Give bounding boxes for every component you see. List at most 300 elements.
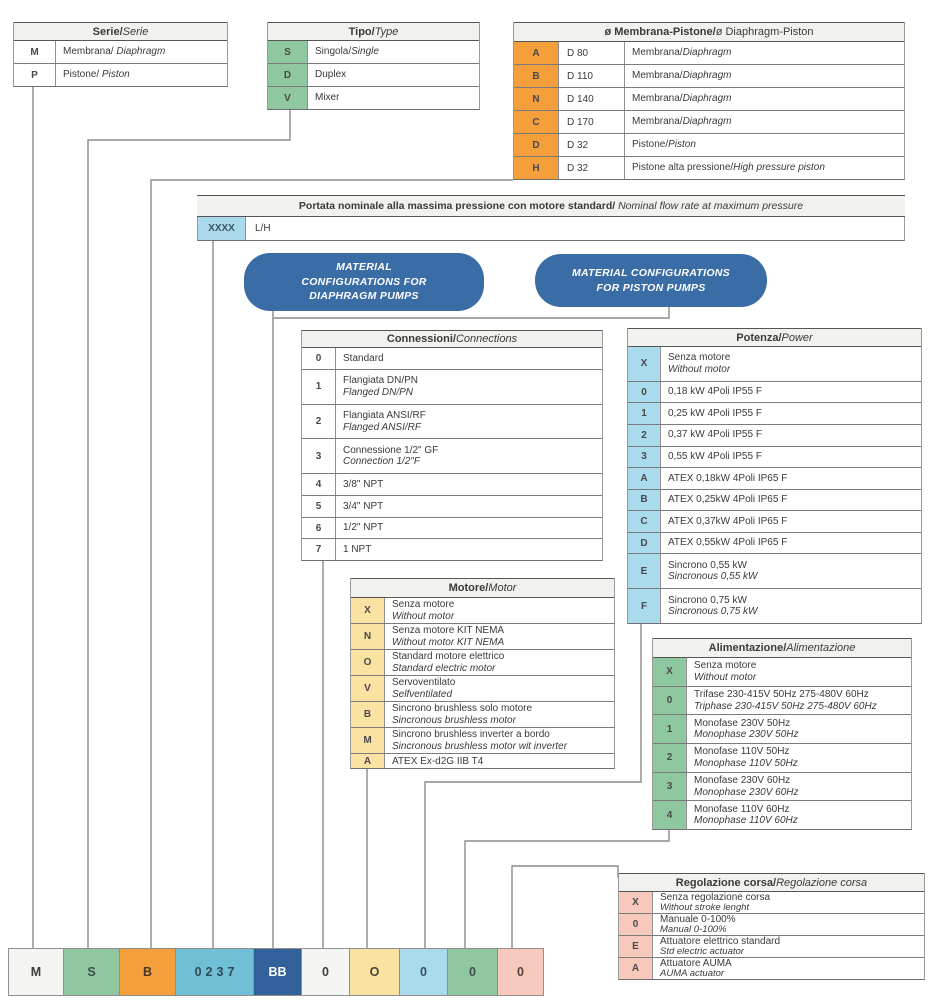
table-title-it: Connessioni/ <box>386 333 456 345</box>
code-cell: B <box>351 702 385 727</box>
table-row <box>351 701 614 727</box>
table-row <box>514 133 904 156</box>
description-cell <box>653 914 924 935</box>
description-it: 3/8" NPT <box>343 478 384 490</box>
code-cell: X <box>628 347 661 381</box>
description-it: Flangiata ANSI/RF <box>343 410 426 422</box>
table-row <box>653 658 911 686</box>
description-cell <box>687 801 911 829</box>
code-cell: C <box>628 511 661 532</box>
description-it: ATEX 0,25kW 4Poli IP65 F <box>668 494 788 506</box>
description-it: Membrana/ <box>63 46 117 58</box>
table-row <box>302 348 602 369</box>
table-header <box>351 578 614 598</box>
code-cell: 5 <box>302 496 336 517</box>
description-en: Diaphragm <box>682 70 732 82</box>
table-row <box>514 110 904 133</box>
table-row <box>653 800 911 829</box>
description-en: Diaphragm <box>682 47 732 59</box>
description-it: 1 NPT <box>343 543 372 555</box>
description-it: Pistone/ <box>63 69 102 81</box>
flow-rate-header <box>197 195 905 217</box>
table-row <box>514 42 904 64</box>
description-it: Sincrono brushless solo motore <box>392 703 533 715</box>
table-serie <box>13 22 228 87</box>
description-en: Monophase 230V 60Hz <box>694 786 799 798</box>
description-cell <box>687 715 911 743</box>
code-cell: 3 <box>302 439 336 473</box>
description-cell <box>385 702 614 727</box>
table-connections <box>301 330 603 561</box>
description-it: Monofase 230V 60Hz <box>694 775 791 787</box>
code-cell: 2 <box>302 405 336 439</box>
table-rows <box>628 347 921 623</box>
table-row <box>653 714 911 743</box>
table-row <box>302 369 602 404</box>
code-cell: 4 <box>302 474 336 495</box>
material-config-box-piston <box>535 254 767 307</box>
description-it: Connessione 1/2" GF <box>343 444 439 456</box>
table-header <box>14 22 227 41</box>
code-cell: N <box>514 88 559 110</box>
table-rows <box>514 42 904 179</box>
table-title-en: Serie <box>122 25 149 38</box>
description-en: Triphase 230-415V 50Hz 275-480V 60Hz <box>694 700 877 712</box>
description-en: Without motor <box>392 610 455 622</box>
description-en: Sincronous brushless motor <box>392 714 516 726</box>
code-cell: A <box>351 754 385 768</box>
code-cell: B <box>119 949 175 995</box>
code-cell: O <box>349 949 399 995</box>
description-cell <box>687 773 911 801</box>
description-line <box>315 92 472 104</box>
description-it: Senza regolazione corsa <box>660 892 771 903</box>
description-it: Servoventilato <box>392 677 456 689</box>
code-cell: A <box>628 468 661 489</box>
table-power <box>627 328 922 624</box>
description-it: Senza motore <box>668 352 731 364</box>
description-cell <box>661 511 921 532</box>
code-cell: X <box>619 892 653 913</box>
table-row <box>628 347 921 381</box>
code-cell: F <box>628 589 661 623</box>
code-cell: B <box>628 490 661 511</box>
description-cell <box>653 892 924 913</box>
table-row <box>628 532 921 554</box>
description-en: Sincronous brushless motor wit inverter <box>392 740 568 752</box>
table-row <box>268 41 479 63</box>
description-it: Manuale 0-100% <box>660 914 736 925</box>
description-cell <box>385 624 614 649</box>
description-line <box>392 756 607 768</box>
table-title-it: Tipo/ <box>348 25 375 38</box>
code-cell: S <box>63 949 119 995</box>
code-cell: 3 <box>628 447 661 468</box>
description-en: Sincronous 0,55 kW <box>668 571 758 583</box>
description-it: 0,25 kW 4Poli IP55 F <box>668 407 762 419</box>
description-line <box>343 353 595 365</box>
code-cell: 0 <box>302 348 336 369</box>
description-en: Connection 1/2"F <box>343 456 420 468</box>
description-line <box>632 47 897 59</box>
table-row <box>619 935 924 957</box>
description-it: Attuatore AUMA <box>660 958 732 969</box>
table-row <box>628 553 921 588</box>
table-row <box>653 743 911 772</box>
description-it: Membrana/ <box>632 47 683 59</box>
description-it: Membrana/ <box>632 93 683 105</box>
description-en: Manual 0-100% <box>660 923 727 935</box>
table-title-it: Serie/ <box>92 25 123 38</box>
description-line <box>632 70 897 82</box>
description-it: 0,55 kW 4Poli IP55 F <box>668 451 762 463</box>
code-cell: X <box>653 658 687 686</box>
description-cell <box>336 439 602 473</box>
code-cell: O <box>351 650 385 675</box>
table-row <box>302 473 602 495</box>
table-title-it: Alimentazione/ <box>708 642 787 654</box>
table-row <box>628 381 921 403</box>
description-line <box>315 46 472 58</box>
table-row <box>514 64 904 87</box>
table-title-en: Regolazione corsa <box>776 876 868 889</box>
table-row <box>628 467 921 489</box>
table-title-en: ø Diaphragm-Piston <box>715 26 814 38</box>
flow-rate-title-en: Nominal flow rate at maximum pressure <box>618 200 804 212</box>
table-row <box>14 63 227 86</box>
code-cell: M <box>351 728 385 753</box>
table-title-it: Regolazione corsa/ <box>675 876 777 889</box>
flow-rate-row <box>197 217 905 241</box>
code-cell: 0237 <box>175 949 253 995</box>
flow-rate-bar <box>197 195 905 241</box>
description-cell <box>661 490 921 511</box>
code-cell: 7 <box>302 539 336 560</box>
description-line <box>63 46 220 58</box>
description-en: Flanged ANSI/RF <box>343 421 421 433</box>
description-it: ATEX 0,55kW 4Poli IP65 F <box>668 537 788 549</box>
code-cell: C <box>514 111 559 133</box>
code-cell: 4 <box>653 801 687 829</box>
table-title-en: Connections <box>455 333 518 345</box>
table-row <box>628 489 921 511</box>
description-it: Sincrono brushless inverter a bordo <box>392 729 550 741</box>
code-cell: E <box>628 554 661 588</box>
table-header <box>514 22 904 42</box>
description-en: Piston <box>668 139 696 151</box>
code-cell: 1 <box>302 370 336 404</box>
table-row <box>302 438 602 473</box>
table-title-it: Potenza/ <box>736 331 782 344</box>
description-it: 0,37 kW 4Poli IP55 F <box>668 429 762 441</box>
code-cell: 1 <box>628 403 661 424</box>
table-title-it: ø Membrana-Pistone/ <box>604 26 716 38</box>
description-cell <box>661 403 921 424</box>
description-cell <box>56 64 227 86</box>
code-cell: D <box>268 64 308 86</box>
code-cell: 0 <box>497 949 543 995</box>
description-en: Std electric actuator <box>660 945 744 957</box>
table-row <box>351 649 614 675</box>
table-row <box>619 913 924 935</box>
description-it: Sincrono 0,75 kW <box>668 594 747 606</box>
description-cell <box>661 447 921 468</box>
code-cell: V <box>268 87 308 109</box>
description-it: Pistone alta pressione/ <box>632 162 734 174</box>
code-cell: D <box>514 134 559 156</box>
description-it: 0,18 kW 4Poli IP55 F <box>668 386 762 398</box>
description-cell <box>625 42 904 64</box>
description-line <box>343 522 595 534</box>
code-cell: M <box>14 41 56 63</box>
table-row <box>628 402 921 424</box>
table-tipo <box>267 22 480 110</box>
description-it: Membrana/ <box>632 70 683 82</box>
code-cell: X <box>351 598 385 623</box>
description-cell <box>661 554 921 588</box>
description-it: Singola/ <box>315 46 352 58</box>
description-cell <box>336 518 602 539</box>
table-row <box>351 598 614 623</box>
table-title-en: Motor <box>488 582 517 594</box>
code-cell: 0 <box>301 949 349 995</box>
table-header <box>653 638 911 658</box>
table-rows <box>351 598 614 768</box>
description-line <box>632 93 897 105</box>
description-cell <box>336 405 602 439</box>
description-cell <box>661 589 921 623</box>
table-stroke-adjustment <box>618 873 925 980</box>
box-label-line: MATERIAL <box>336 261 392 274</box>
code-cell: P <box>14 64 56 86</box>
description-it: Sincrono 0,55 kW <box>668 559 747 571</box>
description-cell <box>625 65 904 87</box>
table-diaphragm-piston <box>513 22 905 180</box>
table-row <box>302 517 602 539</box>
description-cell <box>661 468 921 489</box>
description-line <box>668 451 914 463</box>
description-it: 1/2" NPT <box>343 522 384 534</box>
description-line <box>343 479 595 491</box>
description-cell <box>308 41 479 63</box>
description-cell <box>661 347 921 381</box>
description-it: Monofase 110V 60Hz <box>694 803 790 815</box>
description-cell <box>625 88 904 110</box>
table-row <box>628 446 921 468</box>
description-it: Senza motore KIT NEMA <box>392 625 505 637</box>
description-en: Flanged DN/PN <box>343 386 414 398</box>
table-row <box>514 156 904 179</box>
description-line <box>315 69 472 81</box>
table-row <box>619 957 924 979</box>
table-row <box>268 86 479 109</box>
description-en: Sincronous 0,75 kW <box>668 606 758 618</box>
code-cell: 0 <box>628 382 661 403</box>
code-cell: 3 <box>653 773 687 801</box>
description-cell <box>336 496 602 517</box>
description-cell <box>687 658 911 686</box>
diameter-cell: D 32 <box>559 157 625 179</box>
code-cell: A <box>619 958 653 979</box>
description-line <box>668 516 914 528</box>
description-line <box>63 69 220 81</box>
table-row <box>628 424 921 446</box>
table-supply <box>652 638 912 830</box>
table-header <box>302 330 602 348</box>
table-header <box>268 22 479 41</box>
description-it: Monofase 110V 50Hz <box>694 746 790 758</box>
description-en: Standard electric motor <box>392 662 496 674</box>
table-row <box>351 623 614 649</box>
code-cell: B <box>514 65 559 87</box>
description-en: Without motor <box>668 363 731 375</box>
code-cell: BB <box>253 949 301 995</box>
description-line <box>668 494 914 506</box>
description-en: Diaphragm <box>116 46 166 58</box>
description-it: ATEX 0,37kW 4Poli IP65 F <box>668 515 788 527</box>
code-cell: M <box>9 949 63 995</box>
description-it: Monofase 230V 50Hz <box>694 717 791 729</box>
description-it: 3/4" NPT <box>343 500 384 512</box>
box-label-line: MATERIAL CONFIGURATIONS <box>572 267 730 279</box>
description-cell <box>625 134 904 156</box>
box-label-line: CONFIGURATIONS FOR <box>301 275 427 288</box>
description-it: Trifase 230-415V 50Hz 275-480V 60Hz <box>694 689 869 700</box>
diameter-cell: D 32 <box>559 134 625 156</box>
description-it: Membrana/ <box>632 116 683 128</box>
code-cell: 0 <box>447 949 497 995</box>
description-cell <box>661 425 921 446</box>
table-row <box>302 495 602 517</box>
code-cell: S <box>268 41 308 63</box>
table-row <box>628 510 921 532</box>
table-motor <box>350 578 615 769</box>
table-title-en: Power <box>781 331 813 344</box>
description-it: Standard <box>343 352 384 364</box>
code-cell: N <box>351 624 385 649</box>
description-en: Single <box>351 46 379 58</box>
description-it: Duplex <box>315 69 347 81</box>
table-row <box>653 772 911 801</box>
description-cell <box>308 64 479 86</box>
table-row <box>514 87 904 110</box>
description-cell <box>687 687 911 715</box>
table-row <box>653 686 911 715</box>
table-rows <box>653 658 911 829</box>
table-row <box>268 63 479 86</box>
code-cell: A <box>514 42 559 64</box>
description-it: Flangiata DN/PN <box>343 375 419 387</box>
description-cell <box>336 474 602 495</box>
description-cell <box>336 370 602 404</box>
description-line <box>668 408 914 420</box>
code-cell: H <box>514 157 559 179</box>
table-row <box>628 588 921 623</box>
table-row <box>619 892 924 913</box>
description-en: Piston <box>101 69 130 81</box>
code-cell: V <box>351 676 385 701</box>
description-cell <box>385 650 614 675</box>
table-row <box>351 675 614 701</box>
table-row <box>14 41 227 63</box>
description-it: Senza motore <box>694 660 757 672</box>
description-en: Selfventilated <box>392 688 453 700</box>
description-it: Senza motore <box>392 599 455 611</box>
description-en: Without motor KIT NEMA <box>392 636 505 648</box>
description-cell <box>625 111 904 133</box>
description-en: Monophase 110V 60Hz <box>694 815 798 827</box>
description-line <box>668 537 914 549</box>
description-cell <box>336 539 602 560</box>
table-row <box>302 404 602 439</box>
description-line <box>632 139 897 151</box>
table-title-en: Type <box>374 25 399 38</box>
description-cell <box>308 87 479 109</box>
table-rows <box>268 41 479 109</box>
flow-rate-title-it: Portata nominale alla massima pressione con motore standard/ <box>298 200 619 212</box>
table-rows <box>619 892 924 979</box>
description-cell <box>56 41 227 63</box>
diameter-cell: D 80 <box>559 42 625 64</box>
description-line <box>668 473 914 485</box>
code-cell: 2 <box>628 425 661 446</box>
description-en: Monophase 230V 50Hz <box>694 729 799 741</box>
description-cell <box>653 958 924 979</box>
description-en: AUMA actuator <box>660 967 725 979</box>
description-line <box>632 162 897 174</box>
code-cell: 0 <box>399 949 447 995</box>
description-en: Diaphragm <box>682 93 732 105</box>
table-rows <box>14 41 227 86</box>
description-it: Mixer <box>315 92 340 104</box>
table-title-it: Motore/ <box>448 582 489 594</box>
code-cell: D <box>628 533 661 554</box>
diameter-cell: D 110 <box>559 65 625 87</box>
code-cell: E <box>619 936 653 957</box>
description-line <box>668 429 914 441</box>
description-line <box>343 501 595 513</box>
description-cell <box>661 533 921 554</box>
diameter-cell: D 170 <box>559 111 625 133</box>
description-en: High pressure piston <box>733 162 825 174</box>
flow-unit-cell: L/H <box>255 223 271 234</box>
description-cell <box>653 936 924 957</box>
box-label-line: FOR PISTON PUMPS <box>596 281 706 294</box>
description-line <box>668 386 914 398</box>
description-cell <box>336 348 602 369</box>
description-line <box>343 544 595 556</box>
code-cell: 0 <box>653 687 687 715</box>
code-cell: 1 <box>653 715 687 743</box>
description-en: Monophase 110V 50Hz <box>694 757 798 769</box>
description-cell <box>385 728 614 753</box>
description-cell <box>385 676 614 701</box>
description-it: Pistone/ <box>632 139 669 151</box>
description-en: Without motor <box>694 671 757 683</box>
table-row <box>351 727 614 753</box>
description-cell <box>385 598 614 623</box>
description-it: ATEX Ex-d2G IIB T4 <box>392 755 484 767</box>
description-en: Without stroke lenght <box>660 901 750 913</box>
diameter-cell: D 140 <box>559 88 625 110</box>
table-rows <box>302 348 602 560</box>
description-cell <box>687 744 911 772</box>
code-cell: 6 <box>302 518 336 539</box>
description-en: Diaphragm <box>682 116 732 128</box>
table-header <box>619 873 924 892</box>
description-line <box>632 116 897 128</box>
description-cell <box>385 754 614 768</box>
